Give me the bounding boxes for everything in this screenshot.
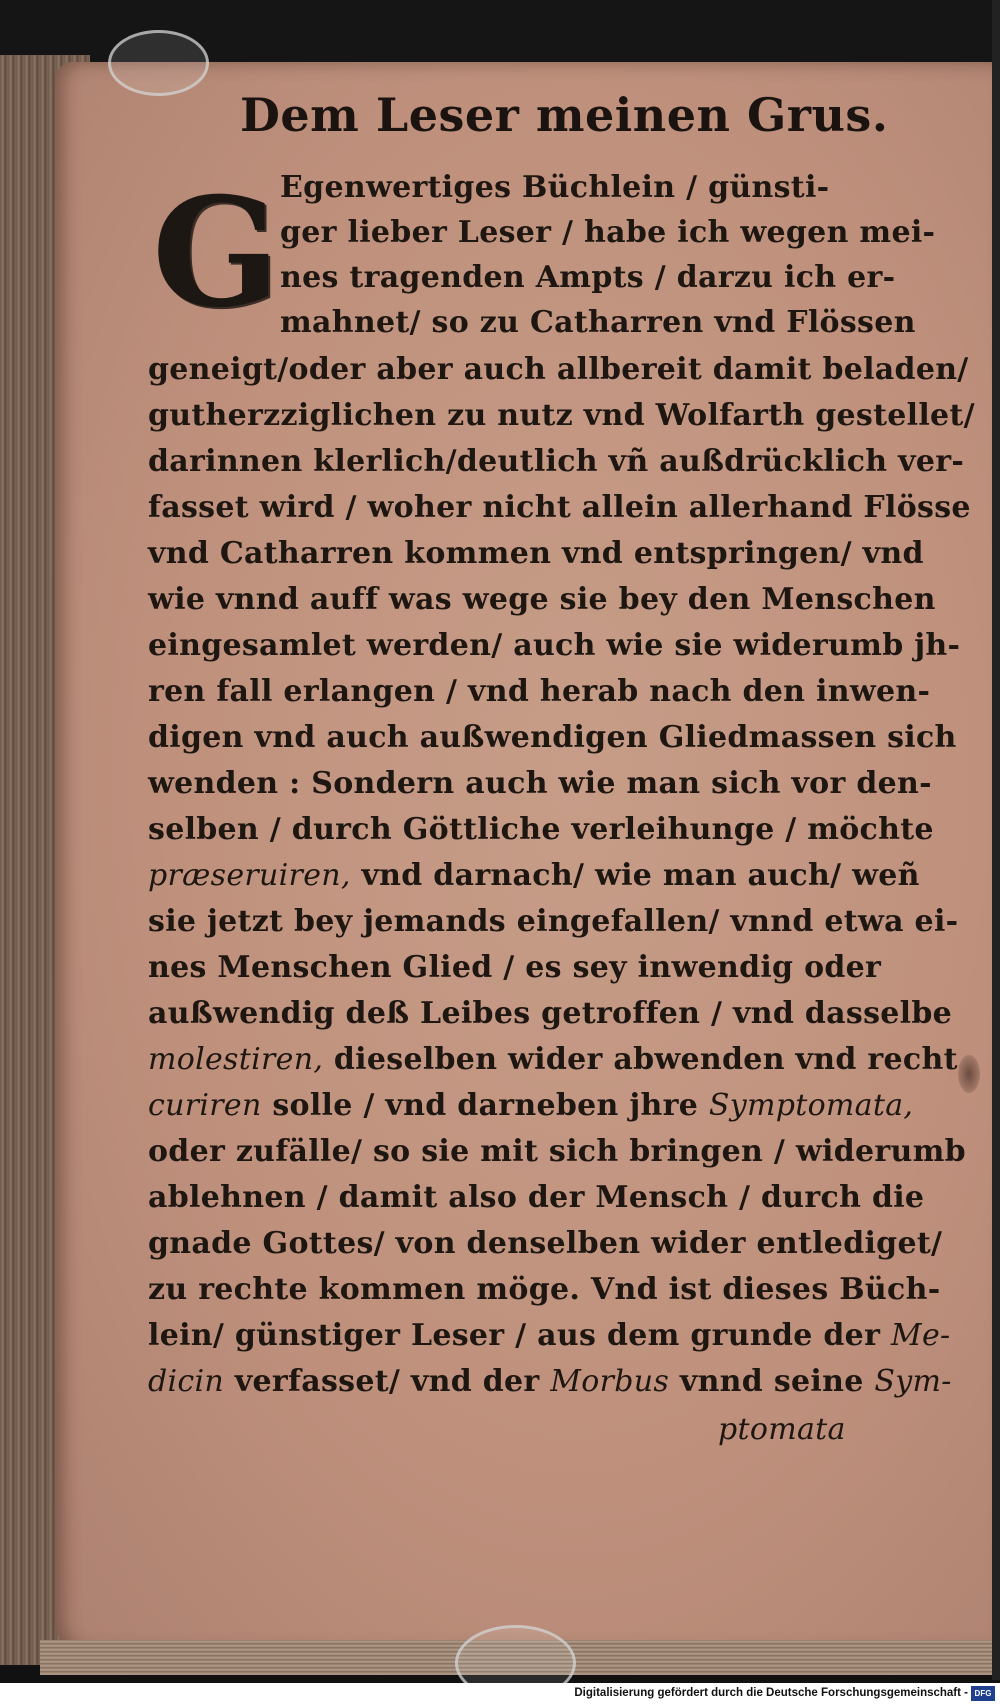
text-line	[148, 1318, 950, 1353]
text-span: gnade Gottes/ von denselben wider entlediget/	[148, 1226, 943, 1261]
text-span: selben / durch Göttliche verleihunge / möchte	[148, 812, 934, 847]
text-line	[148, 628, 960, 663]
text-span: außwendig deß Leibes getroffen / vnd dasselbe	[148, 996, 953, 1031]
text-span: ren fall erlangen / vnd herab nach den inwen-	[148, 674, 931, 709]
page-clip-top	[108, 30, 209, 96]
text-span: wenden : Sondern auch wie man sich vor den-	[148, 766, 932, 801]
text-line	[280, 170, 829, 205]
text-span: dieselben wider abwenden vnd recht	[323, 1042, 958, 1077]
text-span: ablehnen / damit also der Mensch / durch die	[148, 1180, 925, 1215]
text-line	[148, 1272, 940, 1307]
text-line	[148, 444, 964, 479]
latin-term: Me-	[890, 1318, 951, 1353]
text-span: ger lieber Leser / habe ich wegen mei-	[280, 215, 936, 250]
text-span: nes tragenden Ampts / darzu ich er-	[280, 260, 896, 295]
latin-term: ptomata	[718, 1412, 846, 1447]
text-line	[148, 996, 952, 1031]
text-span: mahnet/ so zu Catharren vnd Flössen	[280, 305, 916, 340]
text-line	[148, 858, 920, 893]
scan-right-border	[992, 0, 1000, 1680]
text-line	[148, 904, 958, 939]
text-span: vnd darnach/ wie man auch/ weñ	[350, 858, 920, 893]
text-span: vnnd seine	[669, 1364, 875, 1399]
page-heading: Dem Leser meinen Grus.	[240, 88, 889, 142]
text-line	[148, 536, 924, 571]
text-span: nes Menschen Glied / es sey inwendig oder	[148, 950, 882, 985]
drop-cap-initial: G	[152, 165, 281, 341]
text-span: digen vnd auch außwendigen Gliedmassen sich	[148, 720, 957, 755]
text-span: vnd Catharren kommen vnd entspringen/ vnd	[148, 536, 924, 571]
funding-credit: Digitalisierung gefördert durch die Deutsche Forschungsgemeinschaft -	[574, 1687, 968, 1699]
text-line	[148, 1042, 958, 1077]
text-span: zu rechte kommen möge. Vnd ist dieses Büch-	[148, 1272, 941, 1307]
dfg-logo-icon: DFG	[971, 1686, 995, 1701]
text-line	[280, 260, 895, 295]
text-span: solle / vnd darneben jhre	[261, 1088, 709, 1123]
latin-term: molestiren,	[148, 1042, 324, 1077]
text-line	[148, 1364, 952, 1399]
footer-bar	[0, 1683, 1000, 1705]
text-line	[148, 812, 934, 847]
text-span: fasset wird / woher nicht allein allerhand Flösse	[148, 490, 971, 525]
text-line	[148, 1088, 913, 1123]
text-line	[148, 1134, 966, 1169]
latin-term: Symptomata,	[708, 1088, 914, 1123]
text-span: Egenwertiges Büchlein / günsti-	[280, 170, 830, 205]
text-line	[148, 352, 969, 387]
text-line	[718, 1412, 846, 1447]
stain-mark	[958, 1055, 980, 1093]
text-line	[148, 1226, 942, 1261]
text-line	[148, 766, 932, 801]
text-span: gutherzziglichen zu nutz vnd Wolfarth gestellet/	[148, 398, 975, 433]
text-span: eingesamlet werden/ auch wie sie widerumb jh-	[148, 628, 961, 663]
latin-term: præseruiren,	[148, 858, 351, 893]
text-line	[148, 950, 881, 985]
text-line	[148, 582, 936, 617]
latin-term: curiren	[148, 1088, 262, 1123]
latin-term: Sym-	[874, 1364, 952, 1399]
latin-term: dicin	[148, 1364, 225, 1399]
text-line	[148, 674, 930, 709]
text-line	[280, 215, 935, 250]
text-line	[148, 398, 975, 433]
text-span: darinnen klerlich/deutlich vñ außdrücklich ver-	[148, 444, 965, 479]
text-span: wie vnnd auff was wege sie bey den Menschen	[148, 582, 936, 617]
text-span: lein/ günstiger Leser / aus dem grunde der	[148, 1318, 891, 1353]
latin-term: Morbus	[550, 1364, 670, 1399]
text-span: verfasset/ vnd der	[224, 1364, 551, 1399]
text-line	[148, 1180, 924, 1215]
text-line	[280, 305, 916, 340]
text-span: oder zufälle/ so sie mit sich bringen / widerumb	[148, 1134, 966, 1169]
text-line	[148, 490, 971, 525]
text-line	[148, 720, 957, 755]
text-span: geneigt/oder aber auch allbereit damit beladen/	[148, 352, 969, 387]
text-span: sie jetzt bey jemands eingefallen/ vnnd etwa ei-	[148, 904, 959, 939]
